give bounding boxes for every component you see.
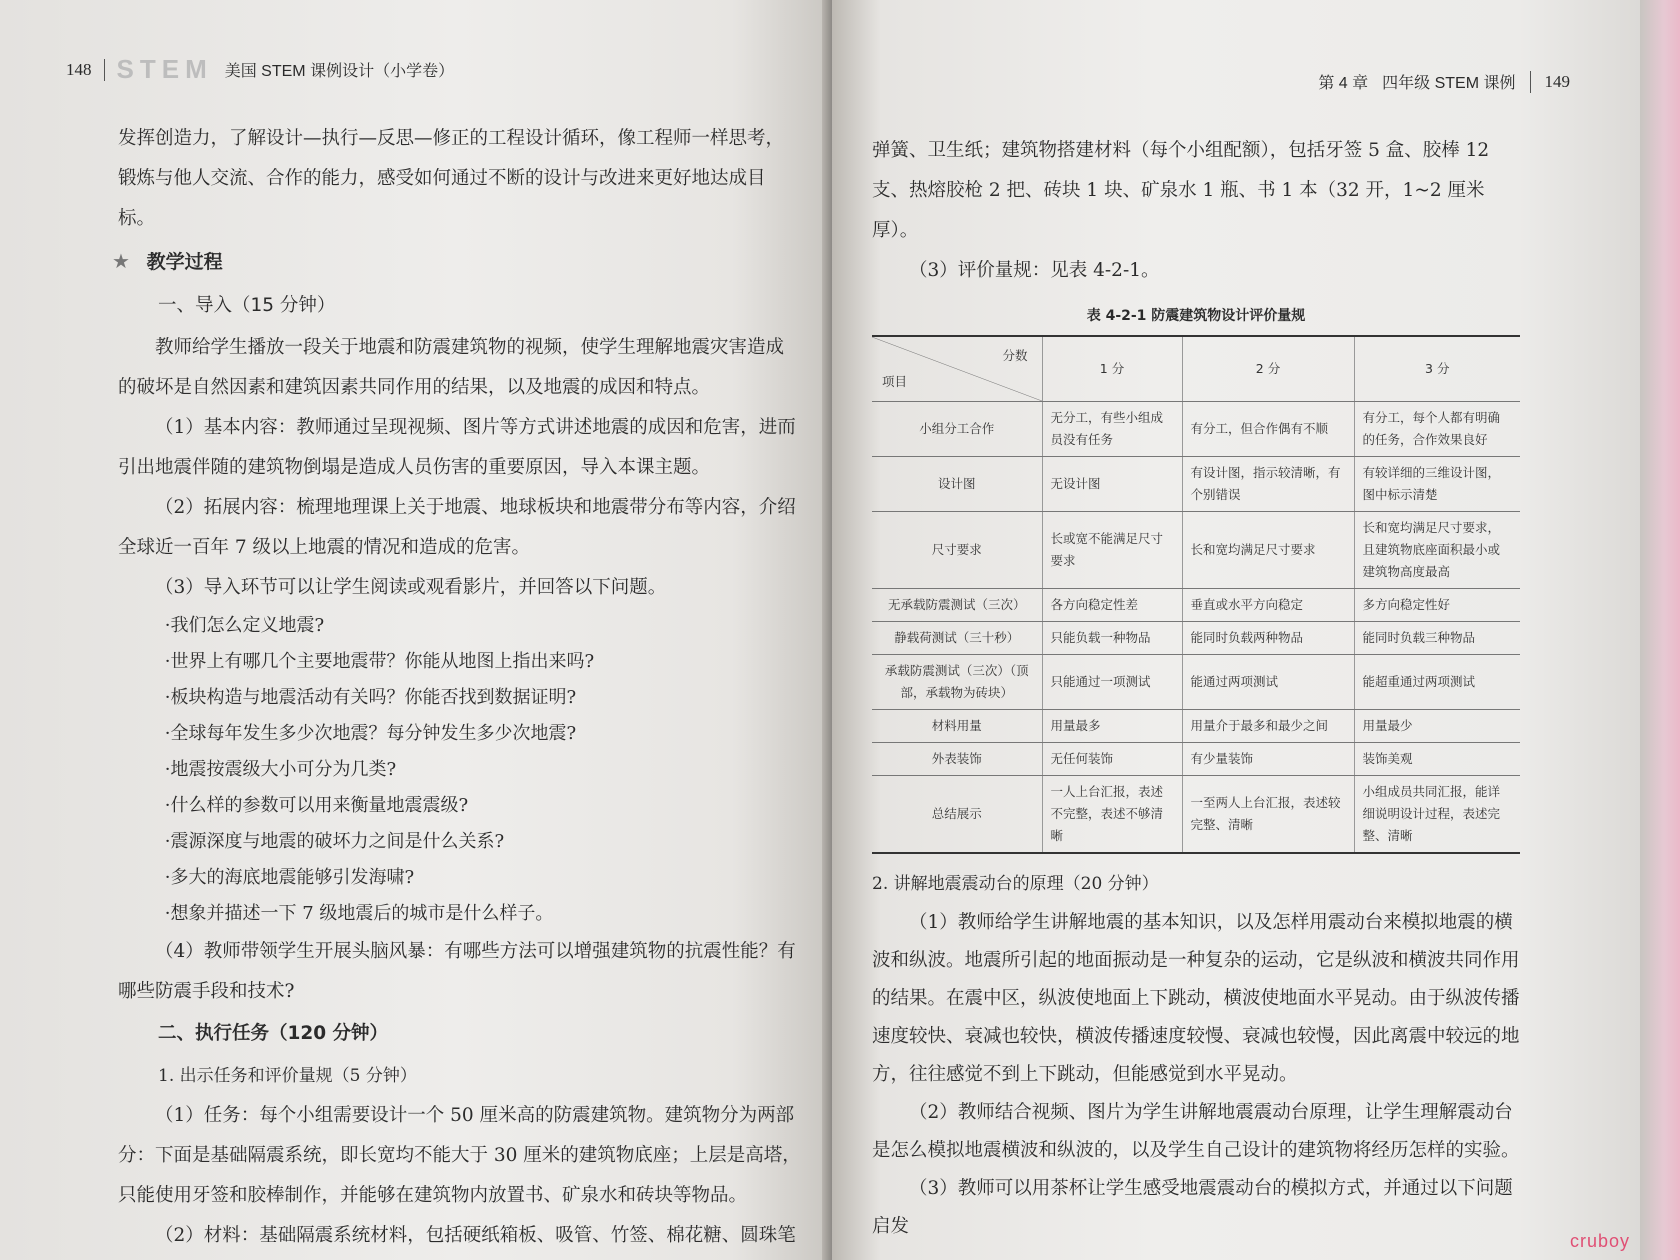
row-item: 设计图 bbox=[872, 457, 1042, 512]
row-score-1: 只能通过一项测试 bbox=[1042, 655, 1182, 710]
chapter-label: 第 4 章 bbox=[1318, 75, 1369, 92]
row-score-2: 用量介于最多和最少之间 bbox=[1182, 710, 1354, 743]
score-label: 分数 bbox=[1002, 348, 1028, 363]
left-page-header bbox=[66, 54, 802, 85]
row-score-1: 长或宽不能满足尺寸要求 bbox=[1042, 512, 1182, 589]
table-caption: 表 4-2-1 防震建筑物设计评价量规 bbox=[1086, 308, 1306, 324]
rubric-table bbox=[872, 335, 1520, 854]
intro-line-2: 锻炼与他人交流、合作的能力，感受如何通过不断的设计与改进来更好地达成目标。 bbox=[118, 168, 766, 229]
row-score-2: 一至两人上台汇报，表述较完整、清晰 bbox=[1182, 776, 1354, 854]
row-score-2: 垂直或水平方向稳定 bbox=[1182, 589, 1354, 622]
section-title bbox=[112, 239, 802, 284]
question-item: ·什么样的参数可以用来衡量地震震级? bbox=[164, 795, 469, 816]
rubric-reference: （3）评价量规：见表 4-2-1。 bbox=[909, 260, 1160, 281]
row-item: 无承载防震测试（三次） bbox=[872, 589, 1042, 622]
point-2: （2）拓展内容：梳理地理课上关于地震、地球板块和地震带分布等内容，介绍全球近一百年 7 级以上地震的情况和造成的危害。 bbox=[118, 497, 796, 558]
row-score-3: 小组成员共同汇报，能详细说明设计过程，表述完整、清晰 bbox=[1354, 776, 1520, 854]
row-score-2: 有分工，但合作偶有不顺 bbox=[1182, 402, 1354, 457]
row-score-3: 装饰美观 bbox=[1354, 743, 1520, 776]
row-score-3: 有分工，每个人都有明确的任务，合作效果良好 bbox=[1354, 402, 1520, 457]
point-3: （3）导入环节可以让学生阅读或观看影片，并回答以下问题。 bbox=[155, 577, 667, 598]
score-2-header: 2 分 bbox=[1182, 336, 1354, 402]
table-row bbox=[872, 710, 1520, 743]
right-page-header bbox=[872, 70, 1570, 93]
row-score-1: 无任何装饰 bbox=[1042, 743, 1182, 776]
intro-heading: 一、导入（15 分钟） bbox=[158, 295, 336, 316]
question-list bbox=[118, 608, 802, 932]
principle-paragraph-3: （3）教师可以用茶杯让学生感受地震震动台的模拟方式，并通过以下问题启发 bbox=[872, 1178, 1513, 1237]
table-row bbox=[872, 776, 1520, 854]
running-title: 美国 STEM 课例设计（小学卷） bbox=[224, 63, 455, 80]
row-score-3: 用量最少 bbox=[1354, 710, 1520, 743]
row-score-2: 能同时负载两种物品 bbox=[1182, 622, 1354, 655]
table-row bbox=[872, 402, 1520, 457]
row-item: 小组分工合作 bbox=[872, 402, 1042, 457]
row-score-3: 长和宽均满足尺寸要求，且建筑物底座面积最小或建筑物高度最高 bbox=[1354, 512, 1520, 589]
row-item: 承载防震测试（三次）（顶部，承载物为砖块） bbox=[872, 655, 1042, 710]
question-item: ·多大的海底地震能够引发海啸? bbox=[164, 867, 415, 888]
row-score-3: 能同时负载三种物品 bbox=[1354, 622, 1520, 655]
row-score-3: 多方向稳定性好 bbox=[1354, 589, 1520, 622]
point-4: （4）教师带领学生开展头脑风暴：有哪些方法可以增强建筑物的抗震性能？有哪些防震手段和技术? bbox=[118, 941, 796, 1002]
row-score-2: 有设计图，指示较清晰，有个别错误 bbox=[1182, 457, 1354, 512]
diagonal-header-cell bbox=[872, 336, 1042, 402]
table-row bbox=[872, 655, 1520, 710]
table-row bbox=[872, 457, 1520, 512]
row-score-1: 各方向稳定性差 bbox=[1042, 589, 1182, 622]
row-score-3: 能超重通过两项测试 bbox=[1354, 655, 1520, 710]
row-item: 静载荷测试（三十秒） bbox=[872, 622, 1042, 655]
left-page bbox=[0, 0, 832, 1260]
task-subheading: 1. 出示任务和评价量规（5 分钟） bbox=[158, 1066, 417, 1086]
header-divider bbox=[104, 59, 105, 81]
row-score-2: 长和宽均满足尺寸要求 bbox=[1182, 512, 1354, 589]
task-heading: 二、执行任务（120 分钟） bbox=[158, 1023, 389, 1044]
header-divider bbox=[1530, 71, 1531, 93]
row-score-1: 无分工，有些小组成员没有任务 bbox=[1042, 402, 1182, 457]
table-header-row bbox=[872, 336, 1520, 402]
page-number-right: 149 bbox=[1544, 71, 1570, 91]
point-1: （1）基本内容：教师通过呈现视频、图片等方式讲述地震的成因和危害，进而引出地震伴随的建筑物倒塌是造成人员伤害的重要原因，导入本课主题。 bbox=[118, 417, 796, 478]
question-item: ·世界上有哪几个主要地震带？你能从地图上指出来吗? bbox=[164, 651, 595, 672]
row-item: 尺寸要求 bbox=[872, 512, 1042, 589]
score-3-header: 3 分 bbox=[1354, 336, 1520, 402]
item-label: 项目 bbox=[882, 374, 908, 389]
table-row bbox=[872, 743, 1520, 776]
intro-paragraph: 教师给学生播放一段关于地震和防震建筑物的视频，使学生理解地震灾害造成的破坏是自然因素和建筑因素共同作用的结果，以及地震的成因和特点。 bbox=[118, 337, 785, 398]
row-item: 材料用量 bbox=[872, 710, 1042, 743]
principle-paragraph-2: （2）教师结合视频、图片为学生讲解地震震动台原理，让学生理解震动台是怎么模拟地震横波和纵波的，以及学生自己设计的建筑物将经历怎样的实验。 bbox=[872, 1102, 1520, 1161]
page-number-left: 148 bbox=[66, 59, 92, 79]
section-title-text: 教学过程 bbox=[146, 251, 223, 273]
row-score-1: 无设计图 bbox=[1042, 457, 1182, 512]
table-row bbox=[872, 512, 1520, 589]
row-score-1: 一人上台汇报，表述不完整，表述不够清晰 bbox=[1042, 776, 1182, 854]
row-score-1: 用量最多 bbox=[1042, 710, 1182, 743]
question-item: ·震源深度与地震的破坏力之间是什么关系? bbox=[164, 831, 505, 852]
materials-continued: 弹簧、卫生纸；建筑物搭建材料（每个小组配额），包括牙签 5 盒、胶棒 12 支、热熔胶枪 2 把、砖块 1 块、矿泉水 1 瓶、书 1 本（32 开，1~2 厘米厚）。 bbox=[872, 140, 1490, 241]
star-icon: ★ bbox=[112, 249, 130, 273]
question-item: ·地震按震级大小可分为几类? bbox=[164, 759, 397, 780]
row-score-2: 有少量装饰 bbox=[1182, 743, 1354, 776]
row-score-2: 能通过两项测试 bbox=[1182, 655, 1354, 710]
row-item: 总结展示 bbox=[872, 776, 1042, 854]
right-page bbox=[832, 0, 1640, 1260]
score-1-header: 1 分 bbox=[1042, 336, 1182, 402]
stem-logo: STEM bbox=[116, 54, 213, 84]
intro-line-1: 发挥创造力，了解设计—执行—反思—修正的工程设计循环，像工程师一样思考， bbox=[118, 128, 785, 149]
question-item: ·板块构造与地震活动有关吗？你能否找到数据证明? bbox=[164, 687, 577, 708]
task-paragraph: （1）任务：每个小组需要设计一个 50 厘米高的防震建筑物。建筑物分为两部分：下面是基础隔震系统，即长宽均不能大于 30 厘米的建筑物底座；上层是高塔，只能使用牙签和胶棒制作，并能够在建筑物内放置书、矿泉水和砖块等物品。 bbox=[118, 1105, 801, 1206]
row-score-1: 只能负载一种物品 bbox=[1042, 622, 1182, 655]
row-item: 外表装饰 bbox=[872, 743, 1042, 776]
principle-paragraph-1: （1）教师给学生讲解地震的基本知识，以及怎样用震动台来模拟地震的横波和纵波。地震所引起的地面振动是一种复杂的运动，它是纵波和横波共同作用的结果。在震中区，纵波使地面上下跳动，横波使地面水平晃动。由于纵波传播速度较快、衰减也较快，横波传播速度较慢、衰减也较慢，因此离震中较远的地方，往往感觉不到上下跳动，但能感觉到水平晃动。 bbox=[872, 912, 1520, 1085]
row-score-3: 有较详细的三维设计图，图中标示清楚 bbox=[1354, 457, 1520, 512]
table-row bbox=[872, 622, 1520, 655]
question-item: ·我们怎么定义地震? bbox=[164, 615, 325, 636]
section-2-heading: 2. 讲解地震震动台的原理（20 分钟） bbox=[872, 874, 1159, 894]
watermark: cruboy bbox=[1569, 1231, 1630, 1251]
materials-paragraph: （2）材料：基础隔震系统材料，包括硬纸箱板、吸管、竹签、棉花糖、圆珠笔 bbox=[155, 1225, 796, 1246]
question-item: ·全球每年发生多少次地震？每分钟发生多少次地震? bbox=[164, 723, 577, 744]
page-edge bbox=[1640, 0, 1680, 1260]
table-row bbox=[872, 589, 1520, 622]
chapter-title: 四年级 STEM 课例 bbox=[1382, 75, 1516, 92]
question-item: ·想象并描述一下 7 级地震后的城市是什么样子。 bbox=[164, 903, 554, 924]
